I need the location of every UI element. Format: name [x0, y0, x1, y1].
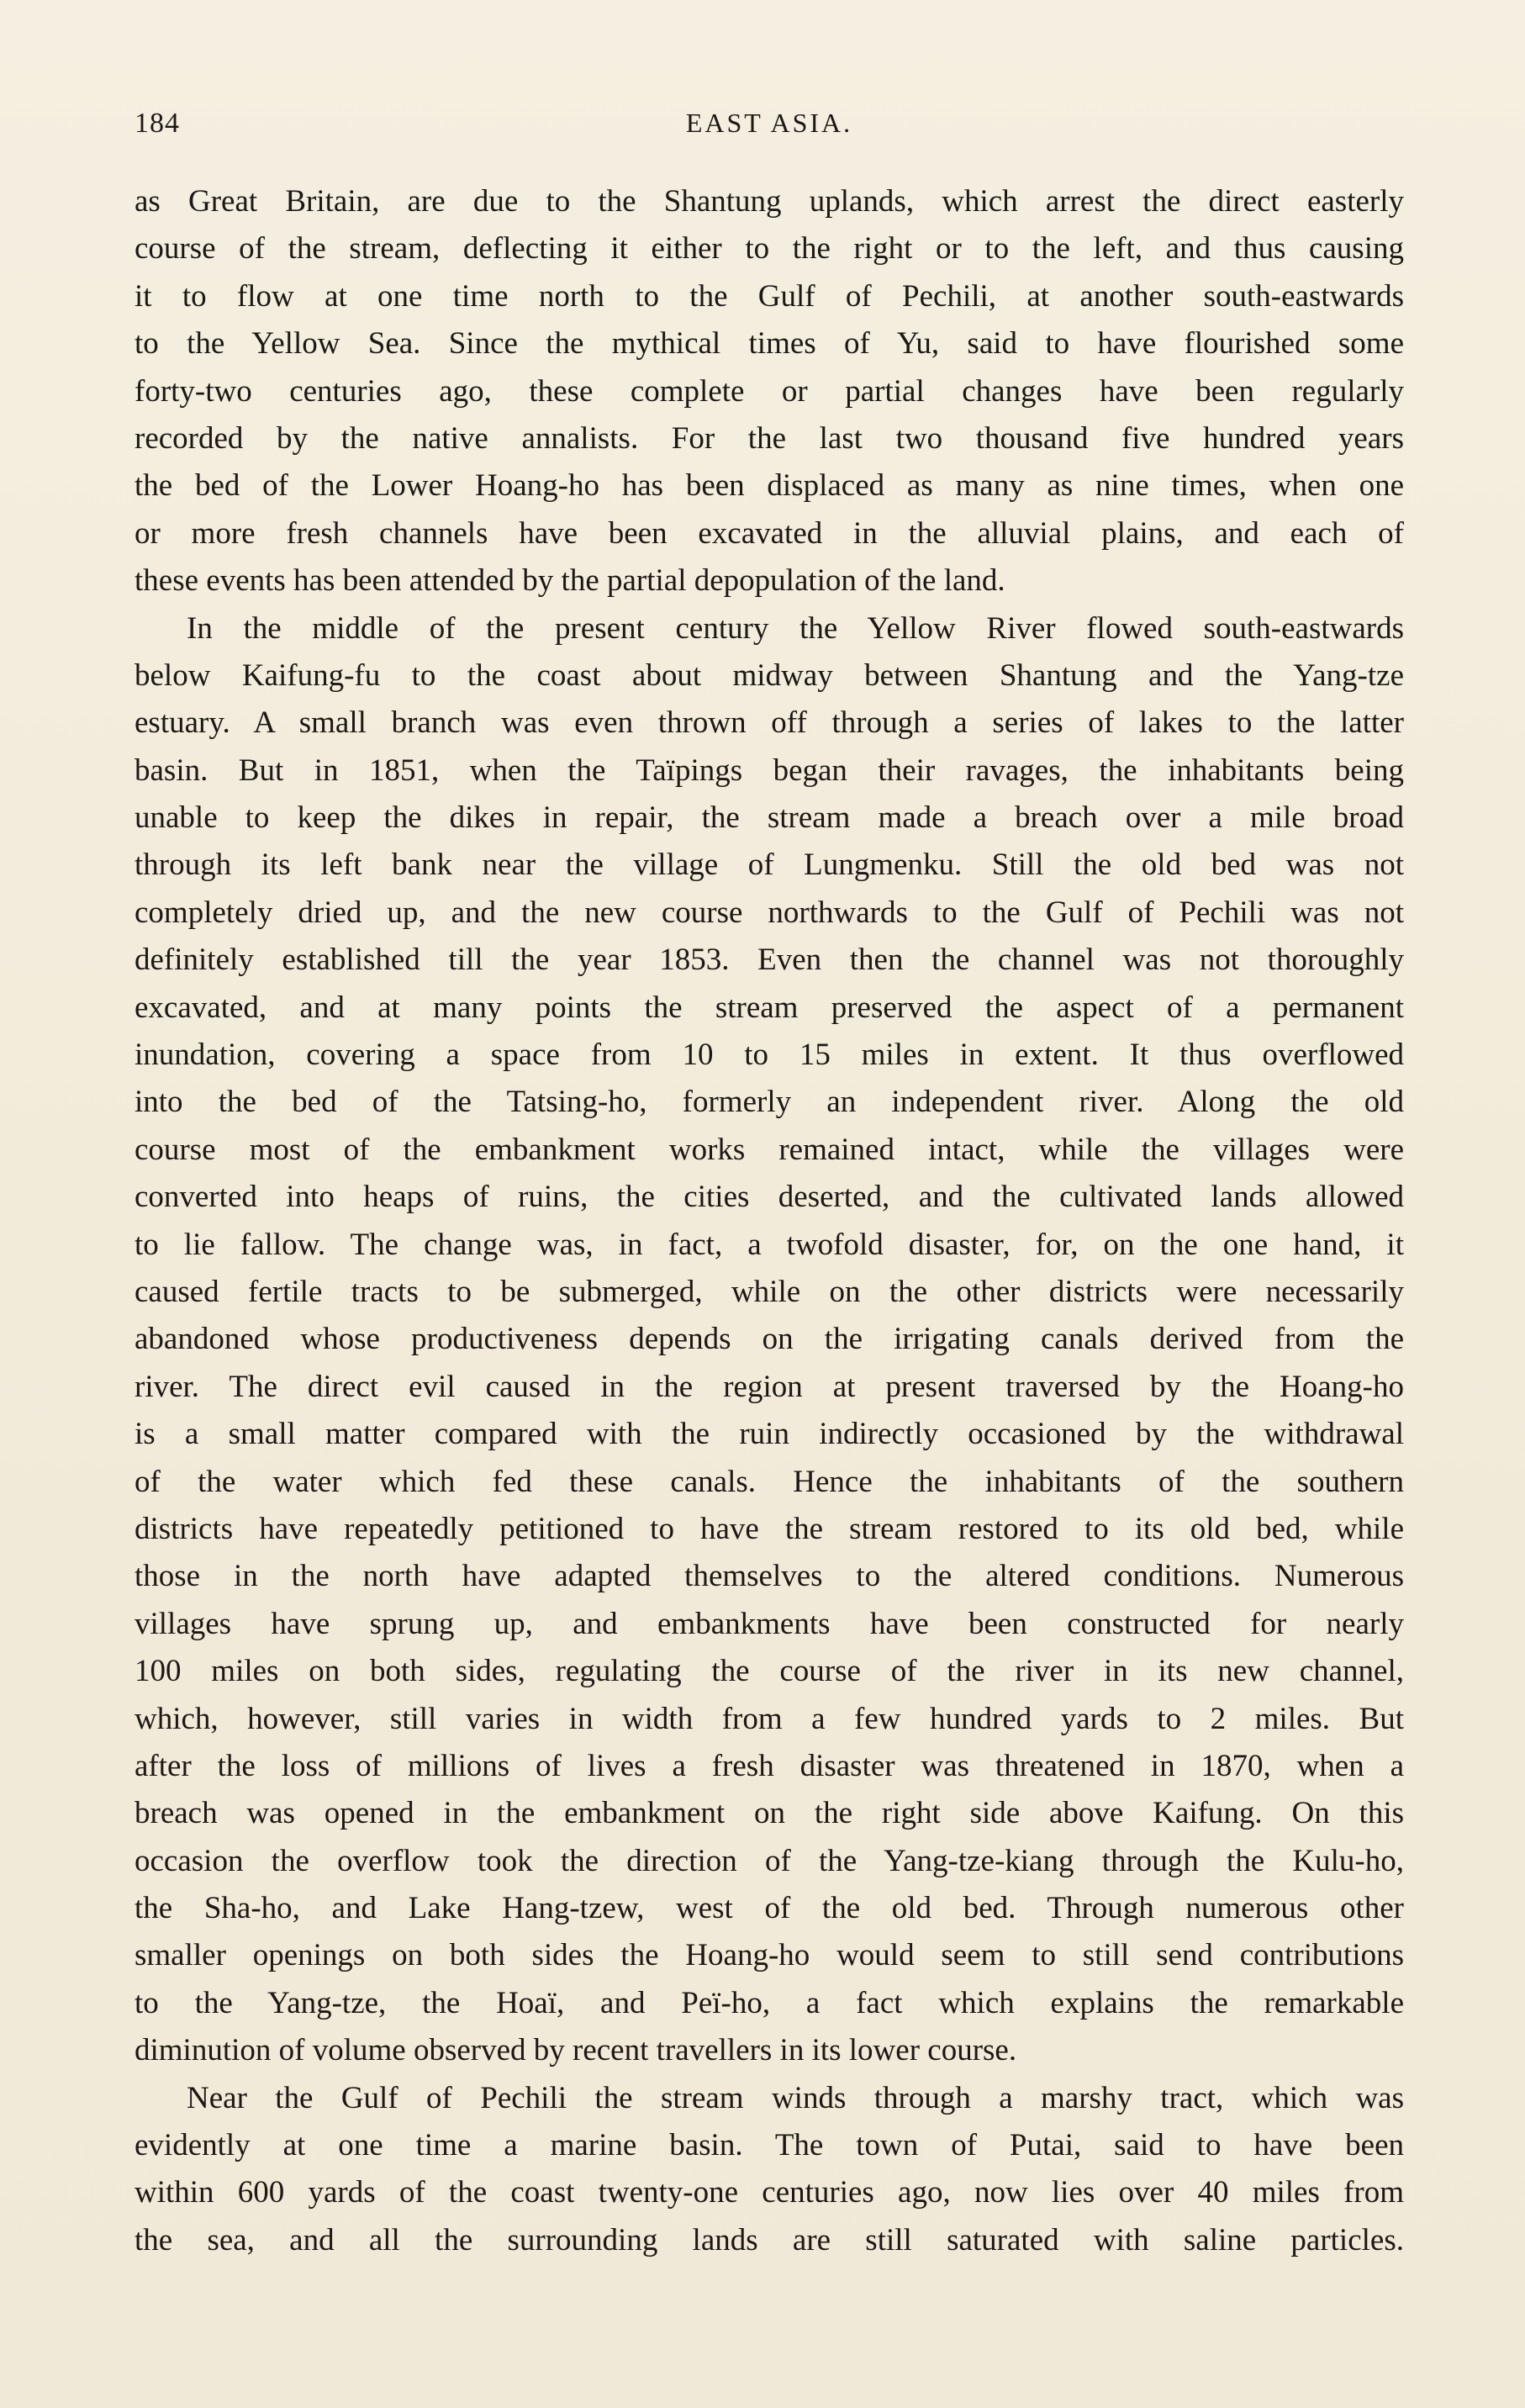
text-line: as Great Britain, are due to the Shantung uplands, which arrest the direct easterly	[135, 184, 1404, 219]
text-line: those in the north have adapted themselves to the altered conditions. Numerous	[135, 1559, 1404, 1594]
text-line: of the water which fed these canals. Hence the inhabitants of the southern	[135, 1464, 1404, 1499]
text-line: course most of the embankment works remained intact, while the villages were	[135, 1132, 1404, 1167]
text-line: through its left bank near the village of Lungmenku. Still the old bed was not	[135, 848, 1404, 883]
text-line: is a small matter compared with the ruin indirectly occasioned by the withdrawal	[135, 1417, 1404, 1452]
text-line: basin. But in 1851, when the Taïpings began their ravages, the inhabitants being	[135, 752, 1404, 788]
text-line: into the bed of the Tatsing-ho, formerly an independent river. Along the old	[135, 1085, 1404, 1120]
text-line: which, however, still varies in width from a few hundred yards to 2 miles. But	[135, 1701, 1404, 1736]
text-line: completely dried up, and the new course northwards to the Gulf of Pechili was not	[135, 895, 1404, 930]
text-line: the sea, and all the surrounding lands are still saturated with saline particles.	[135, 2222, 1404, 2258]
text-line: these events has been attended by the partial depopulation of the land.	[135, 563, 1005, 599]
text-line: forty-two centuries ago, these complete or partial changes have been regularly	[135, 373, 1404, 409]
text-line: definitely established till the year 1853. Even then the channel was not thoroughly	[135, 943, 1404, 978]
text-line: converted into heaps of ruins, the cities deserted, and the cultivated lands allowed	[135, 1180, 1404, 1215]
text-line: breach was opened in the embankment on the right side above Kaifung. On this	[135, 1796, 1404, 1831]
text-line: caused fertile tracts to be submerged, while on the other districts were necessarily	[135, 1274, 1404, 1309]
text-line: to the Yellow Sea. Since the mythical times of Yu, said to have flourished some	[135, 326, 1404, 362]
text-line: the Sha-ho, and Lake Hang-tzew, west of the old bed. Through numerous other	[135, 1891, 1404, 1926]
text-line: abandoned whose productiveness depends on the irrigating canals derived from the	[135, 1322, 1404, 1357]
text-line: river. The direct evil caused in the region at present traversed by the Hoang-ho	[135, 1369, 1404, 1404]
text-line: diminution of volume observed by recent travellers in its lower course.	[135, 2033, 1017, 2068]
running-header	[135, 108, 1404, 150]
text-line: course of the stream, deflecting it either to the right or to the left, and thus causing	[135, 231, 1404, 267]
text-line: to the Yang-tze, the Hoaï, and Peï-ho, a fact which explains the remarkable	[135, 1985, 1404, 2020]
text-line: or more fresh channels have been excavated in the alluvial plains, and each of	[135, 515, 1404, 551]
text-line: to lie fallow. The change was, in fact, a twofold disaster, for, on the one hand, it	[135, 1227, 1404, 1262]
text-line: below Kaifung-fu to the coast about midway between Shantung and the Yang-tze	[135, 657, 1404, 693]
running-title: EAST ASIA.	[685, 108, 853, 138]
text-line: inundation, covering a space from 10 to 15 miles in extent. It thus overflowed	[135, 1038, 1404, 1073]
text-line: villages have sprung up, and embankments have been constructed for nearly	[135, 1606, 1404, 1641]
text-line: it to flow at one time north to the Gulf of Pechili, at another south-eastwards	[135, 278, 1404, 314]
text-line: evidently at one time a marine basin. The town of Putai, said to have been	[135, 2128, 1404, 2163]
text-line: unable to keep the dikes in repair, the stream made a breach over a mile broad	[135, 800, 1404, 836]
text-line: In the middle of the present century the Yellow River flowed south-eastwards	[187, 610, 1404, 646]
paragraph-1	[135, 178, 1404, 605]
body-text	[135, 178, 1404, 2264]
text-line: Near the Gulf of Pechili the stream winds through a marshy tract, which was	[187, 2080, 1404, 2115]
paragraph-2	[135, 605, 1404, 2075]
text-line: recorded by the native annalists. For the last two thousand five hundred years	[135, 420, 1404, 456]
paragraph-3	[135, 2075, 1404, 2265]
text-line: 100 miles on both sides, regulating the course of the river in its new channel,	[135, 1654, 1404, 1689]
text-line: districts have repeatedly petitioned to have the stream restored to its old bed, while	[135, 1511, 1404, 1546]
page-number: 184	[135, 108, 180, 139]
text-line: estuary. A small branch was even thrown off through a series of lakes to the latter	[135, 705, 1404, 741]
text-line: smaller openings on both sides the Hoang-ho would seem to still send contributions	[135, 1938, 1404, 1973]
text-line: excavated, and at many points the stream preserved the aspect of a permanent	[135, 990, 1404, 1025]
text-line: the bed of the Lower Hoang-ho has been displaced as many as nine times, when one	[135, 468, 1404, 504]
text-line: within 600 yards of the coast twenty-one centuries ago, now lies over 40 miles from	[135, 2175, 1404, 2210]
text-line: after the loss of millions of lives a fresh disaster was threatened in 1870, when a	[135, 1748, 1404, 1783]
text-line: occasion the overflow took the direction of the Yang-tze-kiang through the Kulu-ho,	[135, 1843, 1404, 1878]
